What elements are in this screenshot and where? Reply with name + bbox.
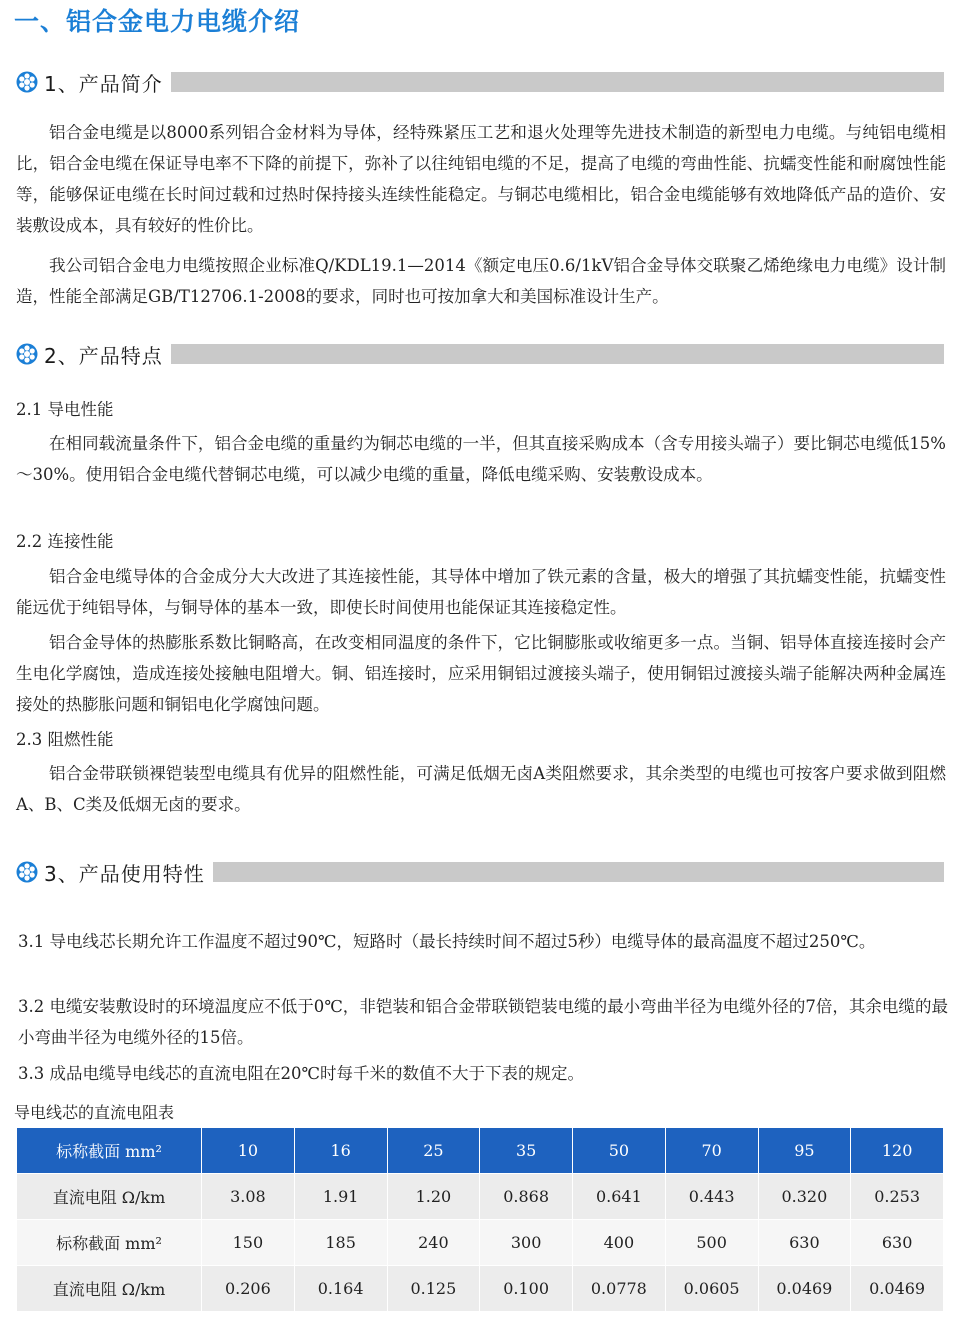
- table-cell: 0.206: [202, 1266, 295, 1312]
- paragraph: 在相同载流量条件下，铝合金电缆的重量约为铜芯电缆的一半，但其直接采购成本（含专用接头端子）要比铜芯电缆低15%～30%。使用铝合金电缆代替铜芯电缆，可以减少电缆的重量，降低电缆采购、安装敷设成本。: [16, 434, 946, 484]
- table-cell: 1.20: [387, 1174, 480, 1220]
- section-divider-bar: [171, 344, 944, 364]
- subsection-title: 2.1 导电性能: [16, 400, 114, 419]
- table-cell: 630: [758, 1220, 851, 1266]
- section-label: 1、产品简介: [44, 71, 163, 96]
- table-cell: 50: [573, 1128, 666, 1174]
- table-cell: 185: [294, 1220, 387, 1266]
- table-cell: 95: [758, 1128, 851, 1174]
- table-cell: 0.0605: [665, 1266, 758, 1312]
- table-row: [17, 1174, 944, 1220]
- paragraph: 铝合金带联锁裸铠装型电缆具有优异的阻燃性能，可满足低烟无卤A类阻燃要求，其余类型的电缆也可按客户要求做到阻燃A、B、C类及低烟无卤的要求。: [16, 764, 946, 814]
- table-cell: 150: [202, 1220, 295, 1266]
- table-cell: 标称截面 mm²: [17, 1128, 202, 1174]
- paragraph: 铝合金导体的热膨胀系数比铜略高，在改变相同温度的条件下，它比铜膨胀或收缩更多一点。当铜、铝导体直接连接时会产生电化学腐蚀，造成连接处接触电阻增大。铜、铝连接时，应采用铜铝过渡接头端子，使用铜铝过渡接头端子能解决两种金属连接处的热膨胀问题和铜铝电化学腐蚀问题。: [16, 633, 946, 714]
- table-row: [17, 1266, 944, 1312]
- table-cell: 直流电阻 Ω/km: [17, 1266, 202, 1312]
- table-cell: 500: [665, 1220, 758, 1266]
- table-row: [17, 1128, 944, 1174]
- table-cell: 标称截面 mm²: [17, 1220, 202, 1266]
- table-cell: 0.100: [480, 1266, 573, 1312]
- table-cell: 25: [387, 1128, 480, 1174]
- table-cell: 0.253: [851, 1174, 944, 1220]
- section-heading-1: [16, 70, 944, 94]
- table-cell: 直流电阻 Ω/km: [17, 1174, 202, 1220]
- section-label: 3、产品使用特性: [44, 861, 205, 886]
- section-divider-bar: [213, 862, 944, 882]
- table-cell: 16: [294, 1128, 387, 1174]
- table-title: 导电线芯的直流电阻表: [14, 1103, 175, 1122]
- table-cell: 35: [480, 1128, 573, 1174]
- table-cell: 0.125: [387, 1266, 480, 1312]
- table-cell: 3.08: [202, 1174, 295, 1220]
- paragraph: 3.3 成品电缆导电线芯的直流电阻在20℃时每千米的数值不大于下表的规定。: [18, 1064, 584, 1083]
- table-cell: 240: [387, 1220, 480, 1266]
- paragraph: 3.1 导电线芯长期允许工作温度不超过90℃，短路时（最长持续时间不超过5秒）电缆导体的最高温度不超过250℃。: [18, 932, 876, 951]
- table-cell: 70: [665, 1128, 758, 1174]
- section-heading-2: [16, 342, 944, 366]
- section-divider-bar: [171, 72, 944, 92]
- table-cell: 0.164: [294, 1266, 387, 1312]
- section-heading-3: [16, 860, 944, 884]
- paragraph: 3.2 电缆安装敷设时的环境温度应不低于0℃，非铠装和铝合金带联锁铠装电缆的最小弯曲半径为电缆外径的7倍，其余电缆的最小弯曲半径为电缆外径的15倍。: [18, 997, 948, 1047]
- paragraph: 铝合金电缆是以8000系列铝合金材料为导体，经特殊紧压工艺和退火处理等先进技术制造的新型电力电缆。与纯铝电缆相比，铝合金电缆在保证导电率不下降的前提下，弥补了以往纯铝电缆的不足，提高了电缆的弯曲性能、抗蠕变性能和耐腐蚀性能等，能够保证电缆在长时间过载和过热时保持接头连续性能稳定。与铜芯电缆相比，铝合金电缆能够有效地降低产品的造价、安装敷设成本，具有较好的性价比。: [16, 123, 946, 235]
- table-cell: 0.0469: [758, 1266, 851, 1312]
- page-title: 一、铝合金电力电缆介绍: [14, 7, 301, 36]
- paragraph: 铝合金电缆导体的合金成分大大改进了其连接性能，其导体中增加了铁元素的含量，极大的增强了其抗蠕变性能，抗蠕变性能远优于纯铝导体，与铜导体的基本一致，即使长时间使用也能保证其连接稳定性。: [16, 567, 946, 617]
- section-label: 2、产品特点: [44, 343, 163, 368]
- table-cell: 120: [851, 1128, 944, 1174]
- table-cell: 0.443: [665, 1174, 758, 1220]
- table-cell: 400: [573, 1220, 666, 1266]
- table-cell: 630: [851, 1220, 944, 1266]
- table-row: [17, 1220, 944, 1266]
- table-cell: 0.868: [480, 1174, 573, 1220]
- subsection-title: 2.2 连接性能: [16, 532, 114, 551]
- table-cell: 1.91: [294, 1174, 387, 1220]
- dc-resistance-table: [16, 1127, 944, 1312]
- table-cell: 300: [480, 1220, 573, 1266]
- cable-cross-section-icon: [16, 343, 38, 365]
- subsection-title: 2.3 阻燃性能: [16, 730, 114, 749]
- table-cell: 0.0778: [573, 1266, 666, 1312]
- table-cell: 0.641: [573, 1174, 666, 1220]
- table-cell: 0.320: [758, 1174, 851, 1220]
- cable-cross-section-icon: [16, 861, 38, 883]
- cable-cross-section-icon: [16, 71, 38, 93]
- paragraph: 我公司铝合金电力电缆按照企业标准Q/KDL19.1—2014《额定电压0.6/1kV铝合金导体交联聚乙烯绝缘电力电缆》设计制造，性能全部满足GB/T12706.1-2008的要求，同时也可按加拿大和美国标准设计生产。: [16, 256, 946, 306]
- table-cell: 0.0469: [851, 1266, 944, 1312]
- table-cell: 10: [202, 1128, 295, 1174]
